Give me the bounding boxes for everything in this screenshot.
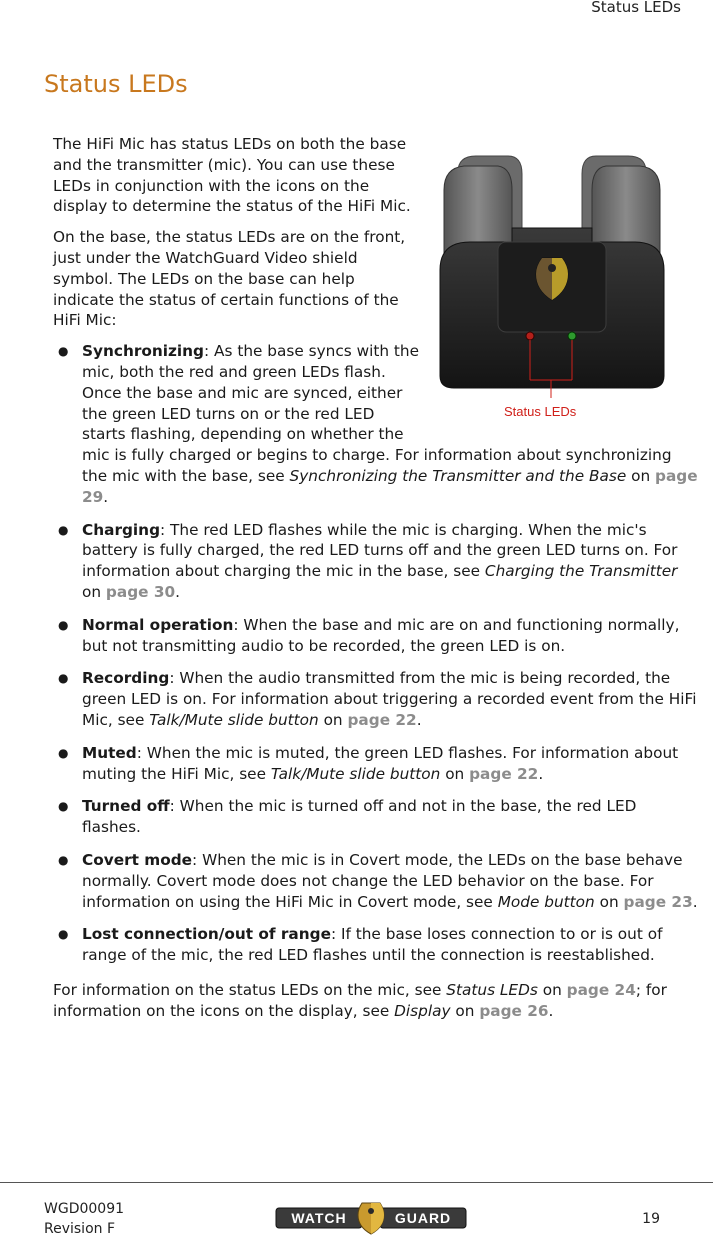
item-term: Muted xyxy=(82,743,137,762)
item-term: Normal operation xyxy=(82,615,234,634)
closing-text: . xyxy=(548,1001,554,1020)
list-item xyxy=(53,520,698,603)
closing-paragraph xyxy=(53,980,698,1022)
bullet-icon: ● xyxy=(58,927,69,942)
item-text: : When the mic is turned off and not in the base, the red LED flashes. xyxy=(82,797,637,837)
cross-reference-link[interactable]: Mode button xyxy=(497,892,595,911)
item-text: on xyxy=(440,764,470,783)
list-item xyxy=(53,796,698,838)
svg-text:GUARD: GUARD xyxy=(394,1210,452,1226)
closing-text: For information on the status LEDs on the mic, see xyxy=(53,980,447,999)
item-text: . xyxy=(692,892,698,911)
bullet-icon: ● xyxy=(58,671,69,686)
item-text: : When the mic is muted, the green LED flashes. For information about muting the HiFi Mic, see xyxy=(82,743,679,783)
closing-text: on xyxy=(537,980,567,999)
cross-reference-link[interactable]: Status LEDs xyxy=(446,980,538,999)
bullet-icon: ● xyxy=(58,522,69,537)
item-text: on xyxy=(318,710,348,729)
cross-reference-link[interactable]: Talk/Mute slide button xyxy=(149,710,319,729)
closing-text: ; for information on the icons on the display, see xyxy=(53,980,667,1020)
intro-paragraph: The HiFi Mic has status LEDs on both the base and the transmitter (mic). You can use these LEDs in conjunction with the icons on the display to determine the status of the HiFi Mic. xyxy=(53,135,411,216)
page-link[interactable]: page 23 xyxy=(623,892,693,911)
list-item xyxy=(53,341,698,507)
item-text: : When the base and mic are on and functioning normally, but not transmitting audio to be recorded, the green LED is on. xyxy=(82,615,680,655)
watchguard-logo xyxy=(274,1201,468,1239)
item-text: : When the audio transmitted from the mic is being recorded, the green LED is on. For information about triggering a recorded event from the HiFi Mic, see xyxy=(82,669,697,729)
item-term: Recording xyxy=(82,669,170,688)
item-term: Lost connection/out of range xyxy=(82,925,331,944)
page-title: Status LEDs xyxy=(44,70,188,98)
page-link[interactable]: page 26 xyxy=(479,1001,549,1020)
svg-text:WATCH: WATCH xyxy=(291,1210,347,1226)
closing-text: on xyxy=(450,1001,480,1020)
item-text: . xyxy=(175,582,181,601)
intro-paragraph: On the base, the status LEDs are on the front, just under the WatchGuard Video shield symbol. The LEDs on the base can help indicate the status of certain functions of the HiFi Mic: xyxy=(53,228,406,330)
cross-reference-link[interactable]: Synchronizing the Transmitter and the Base xyxy=(289,466,627,485)
list-item xyxy=(53,743,698,785)
page-link[interactable]: page 22 xyxy=(469,764,539,783)
watchguard-logo-icon xyxy=(274,1201,468,1235)
item-text: on xyxy=(82,582,106,601)
page-link[interactable]: page 24 xyxy=(566,980,636,999)
revision: Revision F xyxy=(44,1221,116,1237)
cross-reference-link[interactable]: Display xyxy=(394,1001,451,1020)
document-id: WGD00091 xyxy=(44,1201,125,1217)
item-text: on xyxy=(594,892,624,911)
bullet-icon: ● xyxy=(58,745,69,760)
item-text: : When the mic is in Covert mode, the LEDs on the base behave normally. Covert mode does not change the LED behavior on the base. For information on using the HiFi Mic in Covert mode, see xyxy=(82,850,683,911)
page-number: 19 xyxy=(642,1211,660,1227)
item-text: : If the base loses connection to or is out of range of the mic, the red LED flashes until the connection is reestablished. xyxy=(82,925,663,965)
cross-reference-link[interactable]: Talk/Mute slide button xyxy=(270,764,441,783)
item-text: : As the base syncs with the mic, both the red and green LEDs flash. Once the base and mic are synced, either the green LED turns on or the red LED starts flashing, depending on whether the mic is fully charged or begins to charge. For information about synchronizing the mic with the base, see xyxy=(82,342,672,485)
list-item xyxy=(53,850,698,912)
bullet-icon: ● xyxy=(58,344,69,359)
item-term: Charging xyxy=(82,520,161,539)
page-link[interactable]: page 30 xyxy=(105,582,176,601)
status-list xyxy=(53,341,698,966)
item-term: Turned off xyxy=(82,797,170,816)
main-content xyxy=(53,134,698,1031)
item-text: . xyxy=(538,764,544,783)
list-item xyxy=(53,615,698,657)
item-term: Synchronizing xyxy=(82,342,205,361)
figure-caption: Status LEDs xyxy=(504,404,577,419)
page-link[interactable]: page 22 xyxy=(347,710,417,729)
item-text: : The red LED flashes while the mic is charging. When the mic's battery is fully charged, the red LED turns off and the green LED turns on. For information about charging the mic in the base, see xyxy=(82,520,678,581)
item-text: . xyxy=(416,710,422,729)
footer-divider xyxy=(0,1182,713,1183)
footer-document-info xyxy=(44,1199,124,1239)
cross-reference-link[interactable]: Charging the Transmitter xyxy=(484,562,678,581)
page-link[interactable]: page 29 xyxy=(82,466,698,506)
item-text: on xyxy=(626,466,656,485)
item-term: Covert mode xyxy=(82,850,193,869)
bullet-icon: ● xyxy=(58,799,69,814)
item-text: . xyxy=(103,487,109,506)
list-item xyxy=(53,668,698,730)
list-item xyxy=(53,924,698,966)
bullet-icon: ● xyxy=(58,852,69,867)
bullet-icon: ● xyxy=(58,617,69,632)
running-header: Status LEDs xyxy=(591,0,681,16)
